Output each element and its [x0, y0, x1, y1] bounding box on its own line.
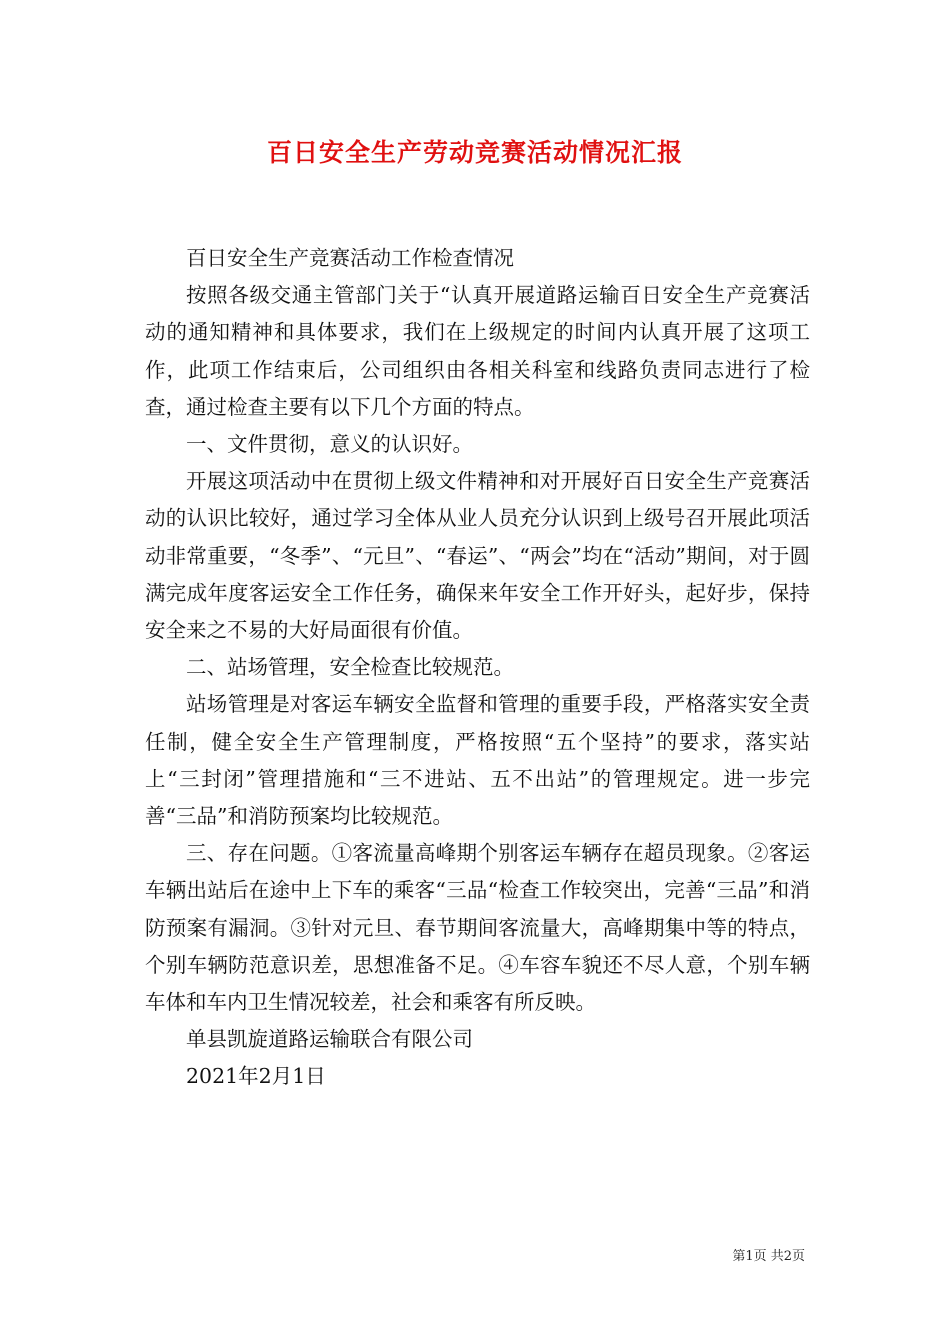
- intro-paragraph: 按照各级交通主管部门关于“认真开展道路运输百日安全生产竞赛活动的通知精神和具体要求，我们在上级规定的时间内认真开展了这项工作，此项工作结束后，公司组织由各相关科室和线路负责同志进行了检查，通过检查主要有以下几个方面的特点。: [145, 283, 810, 419]
- document-title: 百日安全生产劳动竞赛活动情况汇报: [266, 138, 683, 167]
- heading-two: 二、站场管理，安全检查比较规范。: [186, 655, 514, 680]
- section-subtitle: 百日安全生产竞赛活动工作检查情况: [186, 246, 514, 270]
- heading-one: 一、文件贯彻，意义的认识好。: [186, 432, 473, 457]
- paragraph-three: 三、存在问题。①客流量高峰期个别客运车辆存在超员现象。②客运车辆出站后在途中上下车的乘客“三品“检查工作较突出，完善“三品”和消防预案有漏洞。③针对元旦、春节期间客流量大，高峰期集中等的特点，个别车辆防范意识差，思想准备不足。④车容车貌还不尽人意，个别车辆车体和车内卫生情况较差，社会和乘客有所反映。: [145, 841, 810, 1015]
- document-date: 2021年2月1日: [186, 1064, 326, 1089]
- page-number: 第1页 共2页: [732, 1249, 805, 1264]
- document-body: [145, 240, 810, 1096]
- paragraph-one: 开展这项活动中在贯彻上级文件精神和对开展好百日安全生产竞赛活动的认识比较好，通过学习全体从业人员充分认识到上级号召开展此项活动非常重要，“冬季”、“元旦”、“春运”、“两会”均在“活动”期间，对于圆满完成年度客运安全工作任务，确保来年安全工作开好头，起好步，保持安全来之不易的大好局面很有价值。: [145, 469, 810, 643]
- company-signature: 单县凯旋道路运输联合有限公司: [186, 1027, 473, 1052]
- paragraph-two: 站场管理是对客运车辆安全监督和管理的重要手段，严格落实安全责任制，健全安全生产管理制度，严格按照“五个坚持”的要求，落实站上“三封闭”管理措施和“三不进站、五不出站”的管理规定。进一步完善“三品”和消防预案均比较规范。: [145, 692, 810, 829]
